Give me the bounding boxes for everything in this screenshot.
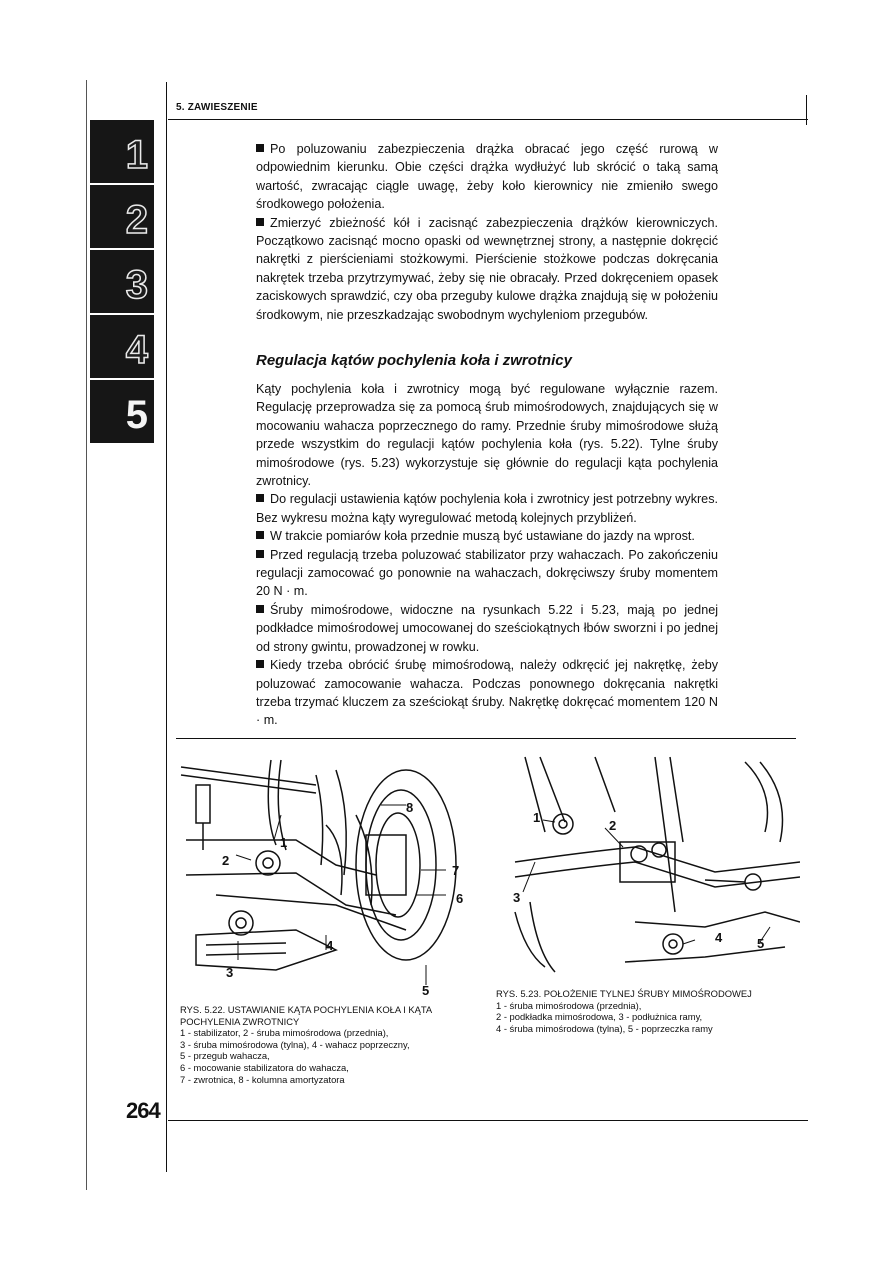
right-margin-line xyxy=(806,95,807,125)
bullet-icon xyxy=(256,144,264,152)
intro-text xyxy=(256,140,718,324)
legend-item: 1 - stabilizator, 2 - śruba mimośrodowa (przednia), xyxy=(180,1027,389,1039)
figure-5-22-label: 4 xyxy=(326,938,334,953)
figure-5-22-label: 8 xyxy=(406,800,414,815)
intro-paragraph-1: Po poluzowaniu zabezpieczenia drążka obracać jego część rurową w odpowiednim kierunku. Obie części drążka wydłużyć lub skrócić o taką samą wartość, zwracając ciągle uwagę, żeby koło kierownicy nie zmieniło swego środkowego położenia. xyxy=(256,142,718,212)
legend-item: 7 - zwrotnica, 8 - kolumna amortyzatora xyxy=(180,1073,345,1085)
chapter-tab-5[interactable]: 5 xyxy=(90,380,154,443)
legend-item: 1 - śruba mimośrodowa (przednia), xyxy=(496,999,642,1011)
section-paragraph-5: Śruby mimośrodowe, widoczne na rysunkach 5.22 i 5.23, mają po jednej podkładce mimośrodowej umocowanej do sześciokątnych łbów sworzni i po jednej od strony gwintu, prowadzonej w rowku. xyxy=(256,602,718,654)
chapter-tab-2[interactable]: 2 xyxy=(90,185,154,248)
page-number: 264 xyxy=(126,1098,160,1123)
section-paragraph-4: Przed regulacją trzeba poluzować stabilizator przy wahaczach. Po zakończeniu regulacji zamocować go ponownie na wahaczach, dokręciwszy śruby momentem 20 N · m. xyxy=(256,547,718,599)
chapter-tab-4[interactable]: 4 xyxy=(90,315,154,378)
section-paragraph-6: Kiedy trzeba obrócić śrubę mimośrodową, należy odkręcić jej nakrętkę, żeby poluzować zamocowanie wahacza. Podczas ponownego dokręcania nakrętki trzeba trzymać kluczem za sześciokąt śruby. Nakrętkę dokręcać momentem 120 N · m. xyxy=(256,658,718,728)
chapter-tab-1[interactable]: 1 xyxy=(90,120,154,183)
legend-item: 2 - podkładka mimośrodowa, 3 - podłużnica ramy, xyxy=(496,1011,703,1023)
figure-5-23-label: 5 xyxy=(757,936,765,951)
figure-5-23-label: 2 xyxy=(609,818,617,833)
header-rule xyxy=(168,119,808,120)
figure-5-22-label: 7 xyxy=(452,863,460,878)
figure-5-23-title: RYS. 5.23. POŁOŻENIE TYLNEJ ŚRUBY MIMOŚRODOWEJ xyxy=(496,988,752,999)
bullet-icon xyxy=(256,531,264,539)
footer-rule xyxy=(168,1120,808,1121)
section-title: Regulacja kątów pochylenia koła i zwrotnicy xyxy=(256,352,572,369)
figure-5-23-label: 3 xyxy=(513,890,521,905)
figure-5-22-drawing xyxy=(176,755,466,995)
figure-5-22-label: 3 xyxy=(226,965,234,980)
section-text xyxy=(256,380,718,730)
section-paragraph-2: Do regulacji ustawienia kątów pochylenia koła i zwrotnicy jest potrzebny wykres. Bez wykresu można kąty wyregulować metodą kolejnych przybliżeń. xyxy=(256,492,718,525)
figure-5-23-drawing xyxy=(505,752,800,982)
bullet-icon xyxy=(256,550,264,558)
chapter-header: 5. ZAWIESZENIE xyxy=(176,102,258,113)
figure-5-22-title: RYS. 5.22. USTAWIANIE KĄTA POCHYLENIA KOŁA I KĄTA POCHYLENIA ZWROTNICY xyxy=(180,1004,432,1027)
figure-5-22-label: 1 xyxy=(280,835,288,850)
legend-item: 4 - śruba mimośrodowa (tylna), 5 - poprzeczka ramy xyxy=(496,1022,713,1034)
figure-top-rule xyxy=(176,738,796,739)
bullet-icon xyxy=(256,494,264,502)
legend-item: 6 - mocowanie stabilizatora do wahacza, xyxy=(180,1061,349,1073)
figure-5-22-label: 2 xyxy=(222,853,230,868)
figure-5-23-label: 4 xyxy=(715,930,723,945)
figure-5-22-label: 5 xyxy=(422,983,430,995)
legend-item: 5 - przegub wahacza, xyxy=(180,1050,270,1062)
bullet-icon xyxy=(256,660,264,668)
figure-5-23-label: 1 xyxy=(533,810,541,825)
figure-5-22-caption xyxy=(180,1004,480,1085)
section-paragraph-3: W trakcie pomiarów koła przednie muszą być ustawiane do jazdy na wprost. xyxy=(256,527,718,545)
chapter-tabs xyxy=(90,120,154,445)
left-margin-line xyxy=(166,82,167,1172)
bullet-icon xyxy=(256,605,264,613)
section-paragraph-1: Kąty pochylenia koła i zwrotnicy mogą być regulowane wyłącznie razem. Regulację przeprowadza się za pomocą śrub mimośrodowych, znajdujących się w mocowaniu wahacza poprzecznego do ramy. Przednie śruby mimośrodowe służą przede wszystkim do regulacji kątów pochylenia koła (rys. 5.22). Tylne śruby mimośrodowe (rys. 5.23) wykorzystuje się głównie do regulacji kąta pochylenia zwrotnicy. xyxy=(256,382,718,489)
outer-margin-line xyxy=(86,80,87,1190)
bullet-icon xyxy=(256,218,264,226)
figure-5-23-caption xyxy=(496,988,796,1034)
legend-item: 3 - śruba mimośrodowa (tylna), 4 - wahacz poprzeczny, xyxy=(180,1038,410,1050)
chapter-tab-3[interactable]: 3 xyxy=(90,250,154,313)
figure-5-22-label: 6 xyxy=(456,891,464,906)
intro-paragraph-2: Zmierzyć zbieżność kół i zacisnąć zabezpieczenia drążków kierowniczych. Początkowo zacisnąć mocno opaski od wewnętrznej strony, a następnie dokręcić nakrętki z pierścieniami stożkowymi. Pierścienie stożkowe podczas dokręcania nakrętek trzeba przytrzymywać, żeby się nie obracały. Przed dokręceniem opasek zaciskowych sprawdzić, czy oba przeguby kulowe drążka znajdują się w położeniu środkowym, nie przeszkadzając swobodnym wychyleniom przegubów. xyxy=(256,215,718,322)
